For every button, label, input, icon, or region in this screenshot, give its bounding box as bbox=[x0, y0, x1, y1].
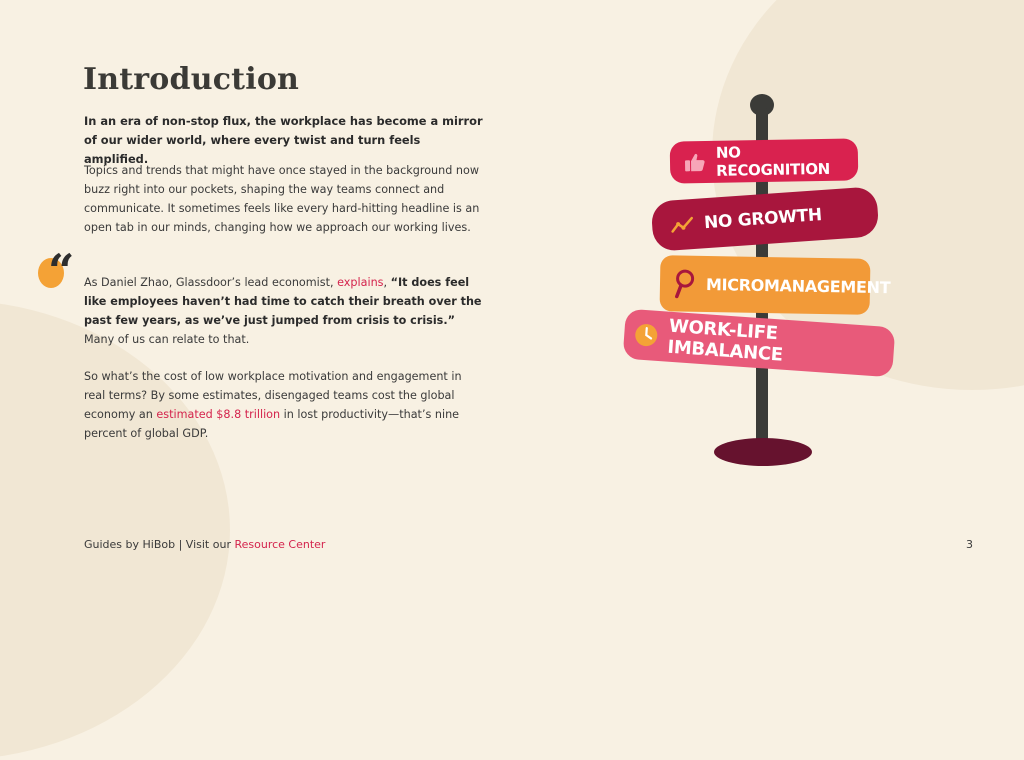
explains-link[interactable]: explains bbox=[337, 276, 384, 289]
page-number: 3 bbox=[966, 538, 973, 551]
quote-comma: , bbox=[383, 276, 391, 289]
quote-intro: As Daniel Zhao, Glassdoor’s lead economist, bbox=[84, 276, 338, 289]
resource-center-link[interactable]: Resource Center bbox=[234, 538, 326, 551]
signpost-base bbox=[714, 438, 812, 466]
paragraph-cost bbox=[84, 367, 484, 443]
thumbs-up-icon bbox=[684, 152, 706, 172]
quote-suffix: Many of us can relate to that. bbox=[84, 333, 250, 346]
trend-line-icon bbox=[670, 216, 695, 234]
magnifier-icon bbox=[674, 268, 697, 298]
quote-mark-decoration bbox=[36, 244, 80, 298]
estimate-link[interactable]: estimated $8.8 trillion bbox=[156, 408, 281, 421]
paragraph-topics: Topics and trends that might have once stayed in the background now buzz right into our pockets, shaping the way teams connect and communicate. It sometimes feels like every hard-hitting headline is an open tab in our minds, changing how we approach our working lives. bbox=[84, 164, 480, 234]
sign-label: WORK-LIFE IMBALANCE bbox=[666, 315, 784, 366]
cost-intro: So what’s the cost of low workplace motivation and engagement in real terms? By some estimates, disengaged teams cost the global economy an bbox=[84, 370, 462, 421]
lead-paragraph: In an era of non-stop flux, the workplace has become a mirror of our wider world, where every twist and turn feels amplified. bbox=[84, 114, 483, 166]
clock-icon bbox=[633, 322, 659, 348]
footer-text: Guides by HiBob | Visit our bbox=[84, 538, 235, 551]
sign-label: MICROMANAGEMENT bbox=[705, 274, 891, 297]
sign-label: NO RECOGNITION bbox=[715, 143, 831, 180]
cost-suffix: in lost productivity—that’s nine percent of global GDP. bbox=[84, 408, 460, 440]
footer bbox=[84, 538, 325, 551]
quote-icon: “ bbox=[48, 244, 75, 298]
quote-text: “It does feel like employees haven’t had time to catch their breath over the past few years, as we’ve just jumped from crisis to crisis.” bbox=[84, 276, 482, 327]
page-title: Introduction bbox=[83, 62, 300, 97]
sign-micromanagement bbox=[660, 255, 891, 315]
paragraph-quote bbox=[84, 273, 484, 349]
sign-no-recognition bbox=[670, 138, 859, 183]
sign-label: NO GROWTH bbox=[703, 205, 823, 234]
